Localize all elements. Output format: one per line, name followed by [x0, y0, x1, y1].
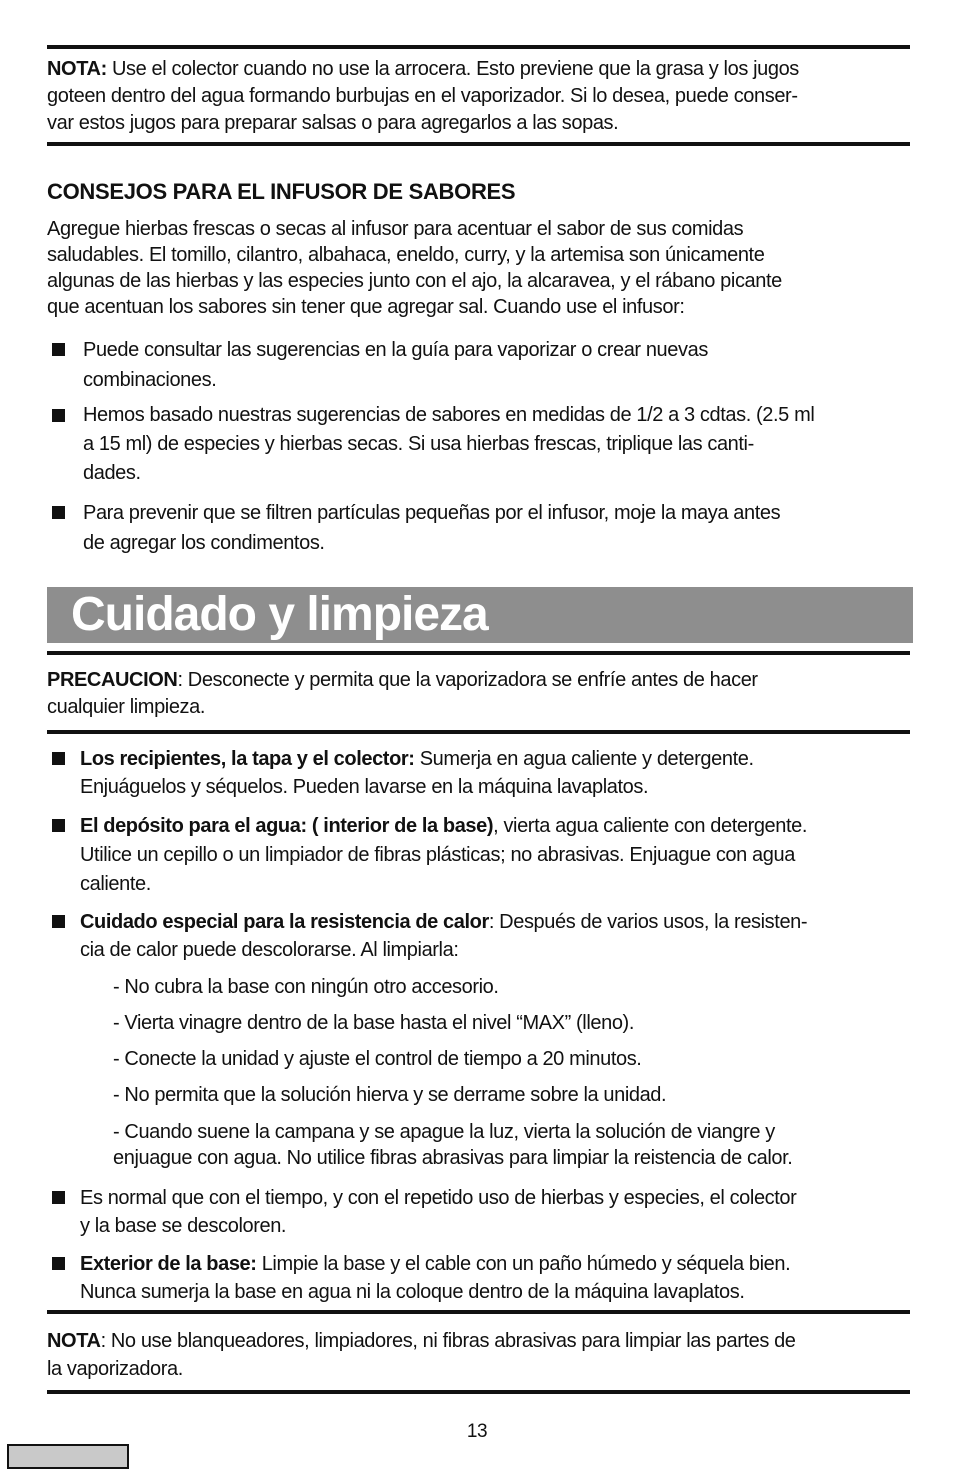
nota-text: var estos jugos para preparar salsas o para agregarlos a las sopas.	[47, 112, 619, 134]
top-rule	[47, 45, 910, 49]
page-number: 13	[466, 1421, 488, 1442]
list-item-text: Hemos basado nuestras sugerencias de sabores en medidas de 1/2 a 3 cdtas. (2.5 ml	[83, 404, 815, 426]
list-item-text: dades.	[83, 462, 141, 484]
precaucion-text: : Desconecte y permita que la vaporizadora se enfríe antes de hacer	[177, 669, 758, 691]
step-item	[113, 1119, 913, 1171]
nota-rule	[47, 142, 910, 146]
bottom-note-rule	[47, 1310, 910, 1314]
nota-text: Use el colector cuando no use la arrocera. Esto previene que la grasa y los jugos	[106, 58, 799, 80]
step-item: - Vierta vinagre dentro de la base hasta el nivel “MAX” (lleno).	[113, 1012, 634, 1034]
item-text: Utilice un cepillo o un limpiador de fibras plásticas; no abrasivas. Enjuague con agua	[80, 844, 795, 866]
item-bold-label: Los recipientes, la tapa y el colector:	[80, 748, 415, 770]
step-item: - Conecte la unidad y ajuste el control de tiempo a 20 minutos.	[113, 1048, 642, 1070]
list-item	[47, 908, 909, 964]
step-item: - No cubra la base con ningún otro accesorio.	[113, 976, 499, 998]
paragraph-line: Agregue hierbas frescas o secas al infusor para acentuar el sabor de sus comidas	[47, 218, 744, 240]
item-text: caliente.	[80, 873, 151, 895]
square-bullet-icon	[52, 752, 65, 765]
item-bold-label: Cuidado especial para la resistencia de calor	[80, 911, 489, 933]
list-item	[47, 812, 909, 899]
nota-label: NOTA:	[47, 58, 107, 80]
item-text: cia de calor puede descolorarse. Al limpiarla:	[80, 939, 459, 961]
step-text: - Cuando suene la campana y se apague la luz, vierta la solución de viangre y	[113, 1121, 775, 1143]
item-text: Sumerja en agua caliente y detergente.	[414, 748, 754, 770]
precaucion-label: PRECAUCION	[47, 669, 178, 691]
bottom-rule	[47, 1390, 910, 1394]
precaucion-rule	[47, 730, 910, 734]
square-bullet-icon	[52, 1191, 65, 1204]
paragraph-line: saludables. El tomillo, cilantro, albahaca, eneldo, curry, y la artemisa son únicamente	[47, 244, 765, 266]
item-text: Es normal que con el tiempo, y con el repetido uso de hierbas y especies, el colector	[80, 1187, 797, 1209]
banner-rule	[47, 651, 910, 655]
list-item	[47, 1184, 909, 1240]
square-bullet-icon	[52, 409, 65, 422]
item-text: , vierta agua caliente con detergente.	[493, 815, 808, 837]
item-text: Limpie la base y el cable con un paño húmedo y séquela bien.	[256, 1253, 791, 1275]
list-item-text: Para prevenir que se filtren partículas pequeñas por el infusor, moje la maya antes	[83, 502, 781, 524]
square-bullet-icon	[52, 819, 65, 832]
list-item	[47, 401, 909, 488]
nota-bottom	[47, 1327, 909, 1383]
precaucion	[47, 667, 909, 721]
corner-tab	[7, 1444, 129, 1469]
precaucion-text: cualquier limpieza.	[47, 696, 206, 718]
consejos-section	[47, 178, 909, 206]
list-item	[47, 335, 909, 395]
paragraph-line: algunas de las hierbas y las especies junto con el ajo, la alcaravea, y el rábano picante	[47, 270, 782, 292]
item-bold-label: El depósito para el agua: ( interior de la base)	[80, 815, 494, 837]
consejos-paragraph	[47, 216, 909, 320]
list-item-text: Puede consultar las sugerencias en la guía para vaporizar o crear nuevas	[83, 339, 708, 361]
item-text: : Después de varios usos, la resisten-	[488, 911, 808, 933]
nota-text: : No use blanqueadores, limpiadores, ni fibras abrasivas para limpiar las partes de	[100, 1330, 796, 1352]
section-title: Cuidado y limpieza	[71, 588, 488, 641]
nota-top	[47, 56, 909, 137]
square-bullet-icon	[52, 915, 65, 928]
item-text: y la base se descoloren.	[80, 1215, 287, 1237]
section-heading: CONSEJOS PARA EL INFUSOR DE SABORES	[47, 179, 516, 204]
step-item: - No permita que la solución hierva y se derrame sobre la unidad.	[113, 1084, 667, 1106]
square-bullet-icon	[52, 343, 65, 356]
item-bold-label: Exterior de la base:	[80, 1253, 257, 1275]
nota-label: NOTA	[47, 1330, 101, 1352]
item-text: Nunca sumerja la base en agua ni la coloque dentro de la máquina lavaplatos.	[80, 1281, 745, 1303]
nota-text: la vaporizadora.	[47, 1358, 183, 1380]
square-bullet-icon	[52, 506, 65, 519]
square-bullet-icon	[52, 1257, 65, 1270]
nota-text: goteen dentro del agua formando burbujas en el vaporizador. Si lo desea, puede conser-	[47, 85, 798, 107]
item-text: Enjuáguelos y séquelos. Pueden lavarse en la máquina lavaplatos.	[80, 776, 649, 798]
list-item	[47, 745, 909, 801]
paragraph-line: que acentuan los sabores sin tener que agregar sal. Cuando use el infusor:	[47, 296, 685, 318]
list-item	[47, 1250, 909, 1306]
list-item-text: de agregar los condimentos.	[83, 532, 325, 554]
list-item-text: a 15 ml) de especies y hierbas secas. Si usa hierbas frescas, triplique las canti-	[83, 433, 754, 455]
list-item	[47, 498, 909, 558]
list-item-text: combinaciones.	[83, 369, 217, 391]
step-text: enjuague con agua. No utilice fibras abrasivas para limpiar la reistencia de calor.	[113, 1147, 793, 1169]
section-banner	[47, 587, 913, 643]
